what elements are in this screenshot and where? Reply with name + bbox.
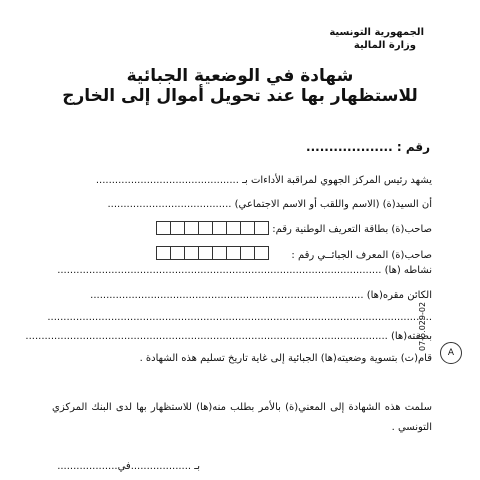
capacity-field[interactable]: .................................................................................................................. — [25, 331, 388, 342]
digit-box[interactable] — [226, 221, 241, 235]
person-label: أن السيد(ة) (الاسم واللقب أو الاسم الاجتماعي) — [234, 199, 432, 210]
digit-box[interactable] — [156, 221, 171, 235]
digit-box[interactable] — [184, 246, 199, 260]
address-label: الكائن مقره(ها) — [366, 290, 432, 301]
digit-box[interactable] — [198, 246, 213, 260]
ministry-name: وزارة المالية — [353, 40, 416, 51]
center-field[interactable]: ............................................. — [95, 175, 239, 186]
digit-box[interactable] — [212, 221, 227, 235]
certificate-title-line2: للاستظهار بها عند تحويل أموال إلى الخارج — [62, 86, 418, 106]
digit-box[interactable] — [254, 246, 269, 260]
digit-box[interactable] — [254, 221, 269, 235]
certifies-row — [96, 175, 432, 186]
address-row — [90, 290, 432, 301]
capacity-row — [25, 331, 432, 342]
certifies-label: يشهد رئيس المركز الجهوي لمراقبة الأداءات بـ — [242, 175, 432, 186]
person-row — [107, 199, 432, 210]
seal-icon: A — [440, 342, 462, 364]
certificate-number-row — [306, 140, 430, 154]
address-field-line2[interactable]: ......................................................................................................................... — [47, 312, 432, 323]
address-field[interactable]: ...................................................................................... — [90, 290, 364, 301]
delivery-paragraph: سلمت هذه الشهادة إلى المعني(ة) بالأمر بطلب منه(ها) للاستظهار بها لدى البنك المركزي التونسي . — [52, 402, 432, 433]
digit-box[interactable] — [212, 246, 227, 260]
digit-box[interactable] — [156, 246, 171, 260]
number-label: رقم : — [396, 140, 430, 154]
certificate-title-line1: شهادة في الوضعية الجبائية — [126, 66, 354, 86]
activity-label: نشاطه (ها) — [384, 265, 432, 276]
tax-id-boxes[interactable] — [157, 246, 269, 260]
digit-box[interactable] — [198, 221, 213, 235]
activity-field[interactable]: ...................................................................................................... — [57, 265, 382, 276]
person-field[interactable]: ....................................... — [107, 199, 232, 210]
id-card-label: صاحب(ة) بطاقة التعريف الوطنية رقم: — [272, 224, 432, 235]
republic-name: الجمهورية التونسية — [329, 27, 424, 38]
form-code: 07-5.029-02 — [418, 301, 427, 351]
settled-statement: قام(ت) بتسوية وضعيته(ها) الجبائية إلى غاية تاريخ تسليم هذه الشهادة . — [139, 353, 432, 364]
id-card-boxes[interactable] — [157, 221, 269, 235]
digit-box[interactable] — [240, 246, 255, 260]
capacity-label: بصفته(ها) — [390, 331, 432, 342]
digit-box[interactable] — [240, 221, 255, 235]
digit-box[interactable] — [184, 221, 199, 235]
place-date-line[interactable]: بـ ...................في................... — [57, 461, 200, 472]
number-field[interactable]: ................... — [306, 140, 393, 154]
tax-id-label: صاحب(ة) المعرف الجبائــي رقم : — [291, 250, 432, 261]
issuer-header — [329, 26, 424, 52]
digit-box[interactable] — [170, 246, 185, 260]
activity-row — [57, 265, 432, 276]
digit-box[interactable] — [226, 246, 241, 260]
digit-box[interactable] — [170, 221, 185, 235]
